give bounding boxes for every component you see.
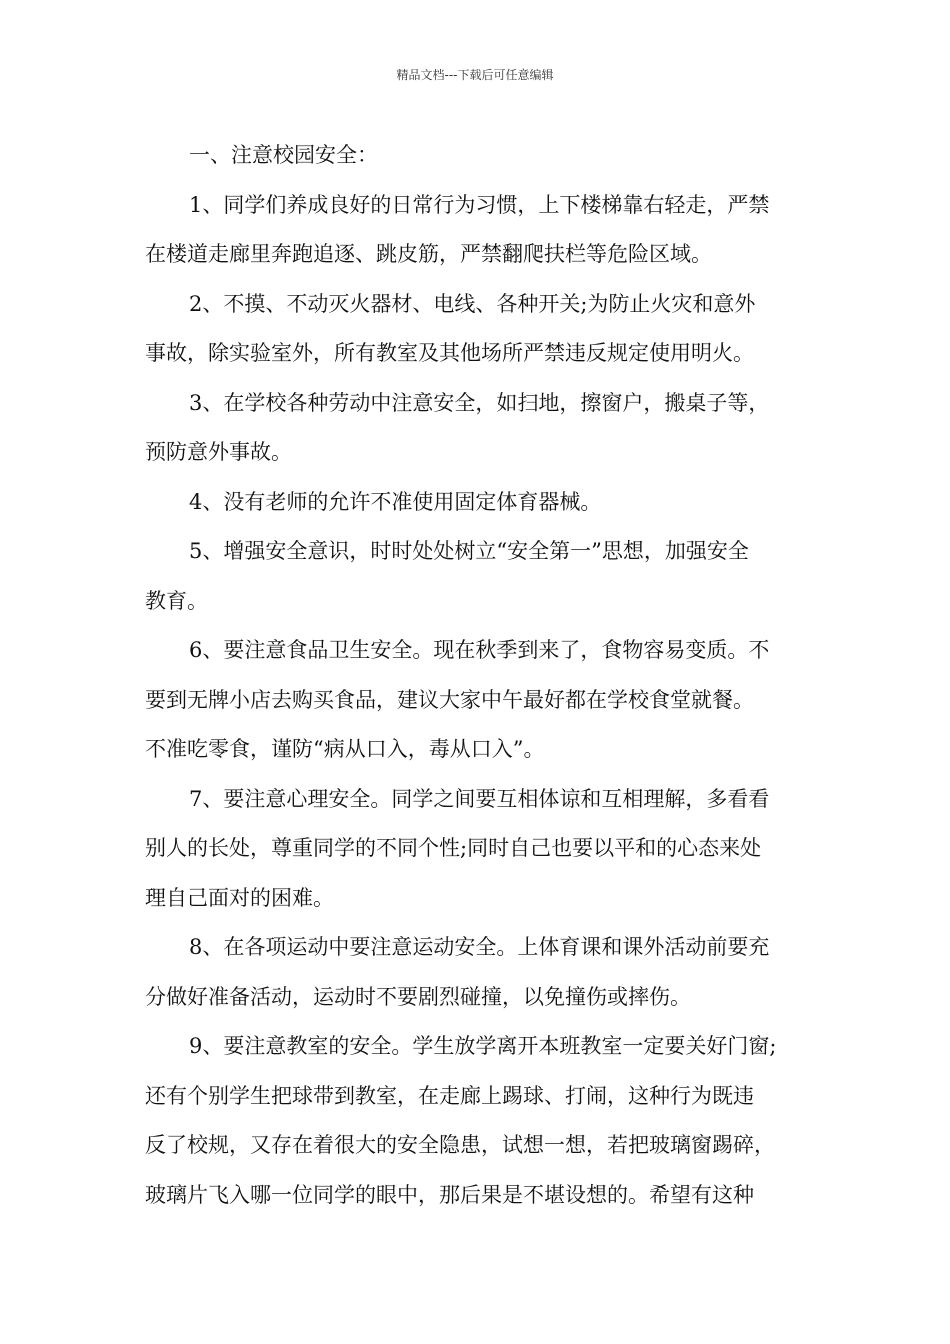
- paragraph-line: 9、要注意教室的安全。学生放学离开本班教室一定要关好门窗;: [189, 1034, 777, 1058]
- paragraph-line: 7、要注意心理安全。同学之间要互相体谅和互相理解，多看看: [189, 786, 770, 811]
- paragraph-line: 理自己面对的困难。: [145, 885, 334, 910]
- paragraph-line: 6、要注意食品卫生安全。现在秋季到来了，食物容易变质。不: [189, 638, 770, 662]
- paragraph-line: 不准吃零食，谨防“病从口入，毒从口入”。: [145, 737, 545, 761]
- paragraph-line: 在楼道走廊里奔跑追逐、跳皮筋，严禁翻爬扶栏等危险区域。: [145, 242, 712, 266]
- paragraph-line: 别人的长处，尊重同学的不同个性;同时自己也要以平和的心态来处: [145, 836, 762, 860]
- paragraph-line: 4、没有老师的允许不准使用固定体育器械。: [189, 489, 602, 514]
- paragraph-line: 8、在各项运动中要注意运动安全。上体育课和课外活动前要充: [189, 935, 770, 959]
- paragraph-line: 预防意外事故。: [145, 440, 292, 464]
- paragraph-line: 3、在学校各种劳动中注意安全，如扫地，擦窗户，搬桌子等，: [189, 390, 770, 415]
- paragraph-line: 分做好准备活动，运动时不要剧烈碰撞，以免撞伤或摔伤。: [145, 984, 691, 1009]
- paragraph-line: 5、增强安全意识，时时处处树立“安全第一”思想，加强安全: [189, 539, 749, 563]
- page-header: 精品文档---下载后可任意编辑: [396, 68, 554, 82]
- paragraph-line: 2、不摸、不动灭火器材、电线、各种开关;为防止火灾和意外: [189, 291, 756, 316]
- paragraph-line: 玻璃片飞入哪一位同学的眼中，那后果是不堪设想的。希望有这种: [145, 1182, 754, 1207]
- paragraph-line: 1、同学们养成良好的日常行为习惯，上下楼梯靠右轻走，严禁: [189, 192, 770, 217]
- paragraph-line: 反了校规，又存在着很大的安全隐患，试想一想，若把玻璃窗踢碎，: [145, 1133, 775, 1157]
- paragraph-line: 还有个别学生把球带到教室，在走廊上踢球、打闹，这种行为既违: [145, 1083, 754, 1108]
- paragraph-line: 教育。: [145, 588, 208, 613]
- document-body: [145, 131, 807, 1220]
- section-heading: 一、注意校园安全：: [189, 143, 378, 167]
- paragraph-line: 事故，除实验室外，所有教室及其他场所严禁违反规定使用明火。: [145, 341, 754, 365]
- paragraph-line: 要到无牌小店去购买食品，建议大家中午最好都在学校食堂就餐。: [145, 687, 754, 712]
